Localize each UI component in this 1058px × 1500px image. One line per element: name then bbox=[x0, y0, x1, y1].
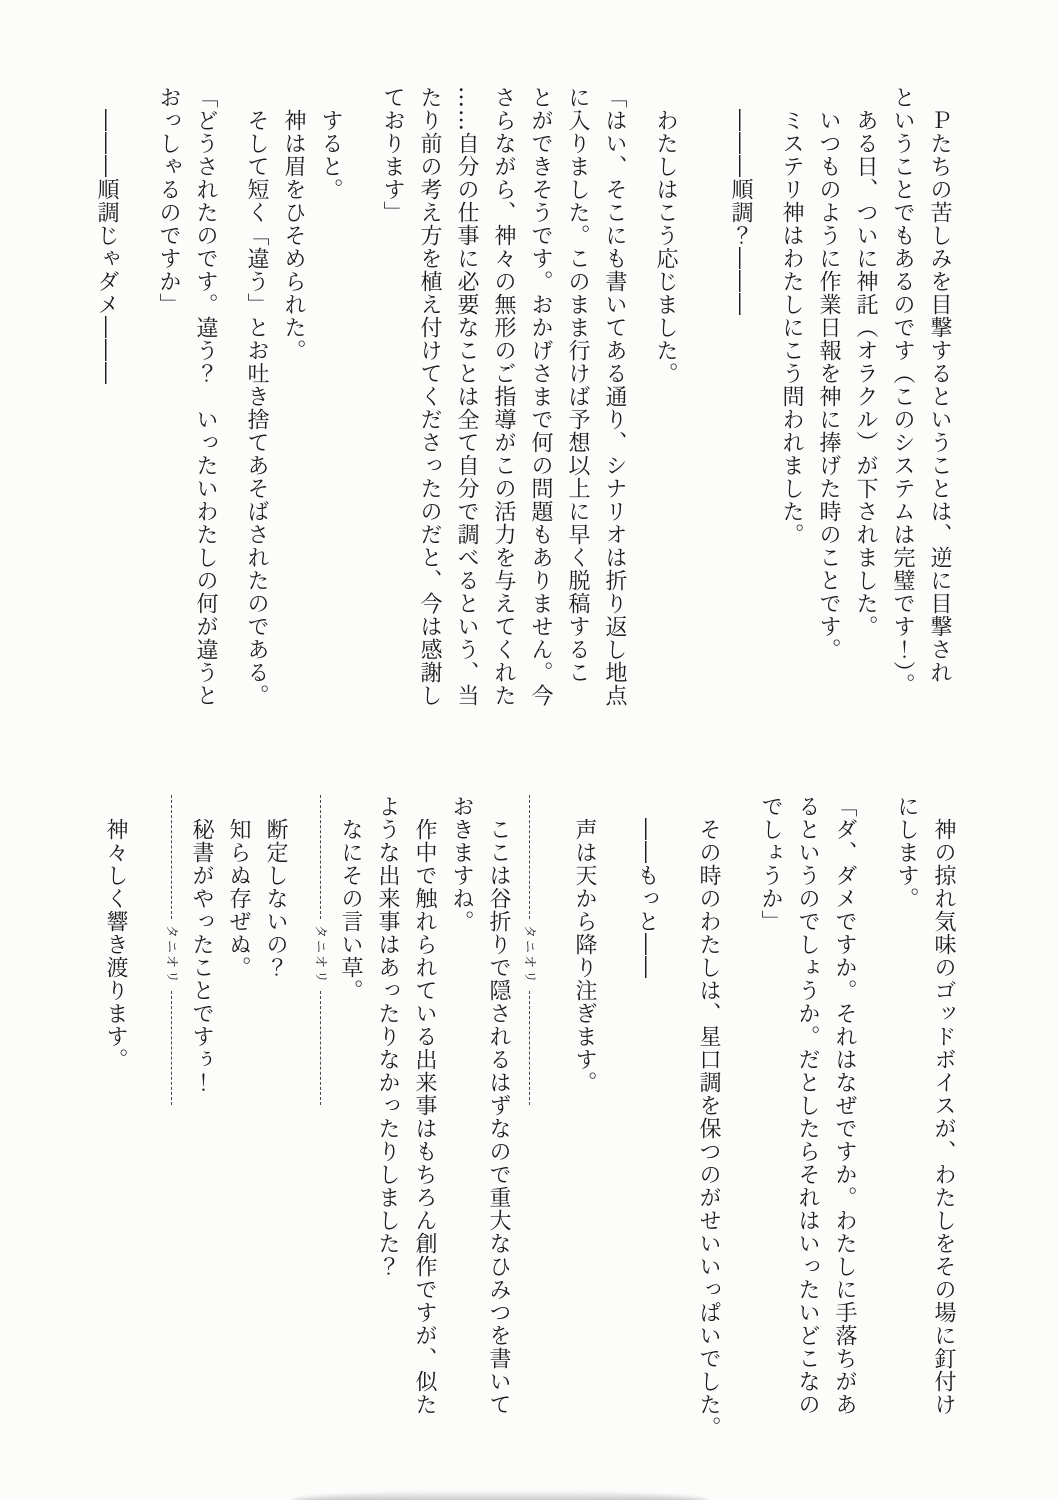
text-line: おっしゃるのですか」 bbox=[156, 86, 181, 316]
text-line: るというのでしょうか。だとしたらそれはいったいどこなの bbox=[795, 795, 820, 1416]
text-line: 断定しないの？ bbox=[263, 795, 288, 979]
text-line: おきますね。 bbox=[449, 795, 474, 933]
text-line: でしょうか」 bbox=[758, 795, 783, 933]
fold-dash-bottom bbox=[529, 991, 530, 1105]
scan-artifact bbox=[290, 1491, 710, 1500]
text-line: 声は天から降り注ぎます。 bbox=[572, 795, 597, 1094]
text-line: とができそうです。おかげさまで何の問題もありません。今 bbox=[528, 86, 553, 707]
fold-label: タニオリ bbox=[163, 925, 179, 986]
fold-dash-top bbox=[171, 795, 172, 919]
fold-line bbox=[159, 795, 183, 1460]
fold-line bbox=[308, 795, 332, 1460]
text-line: なにその言い草。 bbox=[338, 795, 363, 1002]
text-line: 秘書がやったことですぅ！ bbox=[189, 795, 214, 1094]
text-line: その時のわたしは、星口調を保つのがせいいっぱいでした。 bbox=[696, 795, 721, 1439]
text-line: 神々しく響き渡ります。 bbox=[103, 795, 128, 1071]
text-line: にします。 bbox=[894, 795, 919, 910]
text-line: ……自分の仕事に必要なことは全て自分で調べるという、当 bbox=[454, 86, 479, 707]
text-line: Ｐたちの苦しみを目撃するということは、逆に目撃され bbox=[927, 86, 952, 684]
text-line: 知らぬ存ぜぬ。 bbox=[226, 795, 251, 979]
afterword-text-block-top bbox=[88, 86, 958, 731]
text-line: すると。 bbox=[318, 86, 343, 201]
text-line: 「どうされたのです。違う？ いったいわたしの何が違うと bbox=[193, 86, 218, 707]
text-line: ております」 bbox=[380, 86, 405, 224]
text-line: そして短く「違う」とお吐き捨てあそばされたのである。 bbox=[244, 86, 269, 707]
fold-label: タニオリ bbox=[521, 925, 537, 986]
text-line: さらながら、神々の無形のご指導がこの活力を与えてくれた bbox=[491, 86, 516, 707]
text-line: ような出来事はあったりなかったりしました？ bbox=[375, 795, 400, 1278]
fold-dash-bottom bbox=[320, 991, 321, 1105]
afterword-text-block-bottom bbox=[97, 795, 962, 1460]
text-line: ―――順調じゃダメ――― bbox=[94, 86, 119, 385]
text-line: わたしはこう応じました。 bbox=[653, 86, 678, 385]
text-line: 作中で触れられている出来事はもちろん創作ですが、似た bbox=[412, 795, 437, 1416]
text-line: たり前の考え方を植え付けてくださったのだと、今は感謝し bbox=[417, 86, 442, 707]
text-line: ここは谷折りで隠されるはずなので重大なひみつを書いて bbox=[486, 795, 511, 1416]
text-line: 「ダ、ダメですか。それはなぜですか。わたしに手落ちがあ bbox=[832, 795, 857, 1416]
fold-line bbox=[517, 795, 541, 1460]
text-line: ある日、ついに神託（オラクル）が下されました。 bbox=[853, 86, 878, 638]
fold-dash-bottom bbox=[171, 991, 172, 1105]
text-line: いつものように作業日報を神に捧げた時のことです。 bbox=[816, 86, 841, 661]
text-line: ―――順調？――― bbox=[728, 86, 753, 316]
text-line: ということでもあるのです（このシステムは完璧です！）。 bbox=[890, 86, 915, 696]
text-line: 神の掠れ気味のゴッドボイスが、わたしをその場に釘付け bbox=[931, 795, 956, 1416]
text-line: ミステリ神はわたしにこう問われました。 bbox=[779, 86, 804, 546]
fold-label: タニオリ bbox=[312, 925, 328, 986]
fold-dash-top bbox=[529, 795, 530, 919]
text-line: に入りました。このまま行けば予想以上に早く脱稿するこ bbox=[565, 86, 590, 684]
fold-dash-top bbox=[320, 795, 321, 919]
text-line: 「はい、そこにも書いてある通り、シナリオは折り返し地点 bbox=[602, 86, 627, 707]
text-line: ――もっと―― bbox=[634, 795, 659, 979]
text-line: 神は眉をひそめられた。 bbox=[281, 86, 306, 362]
